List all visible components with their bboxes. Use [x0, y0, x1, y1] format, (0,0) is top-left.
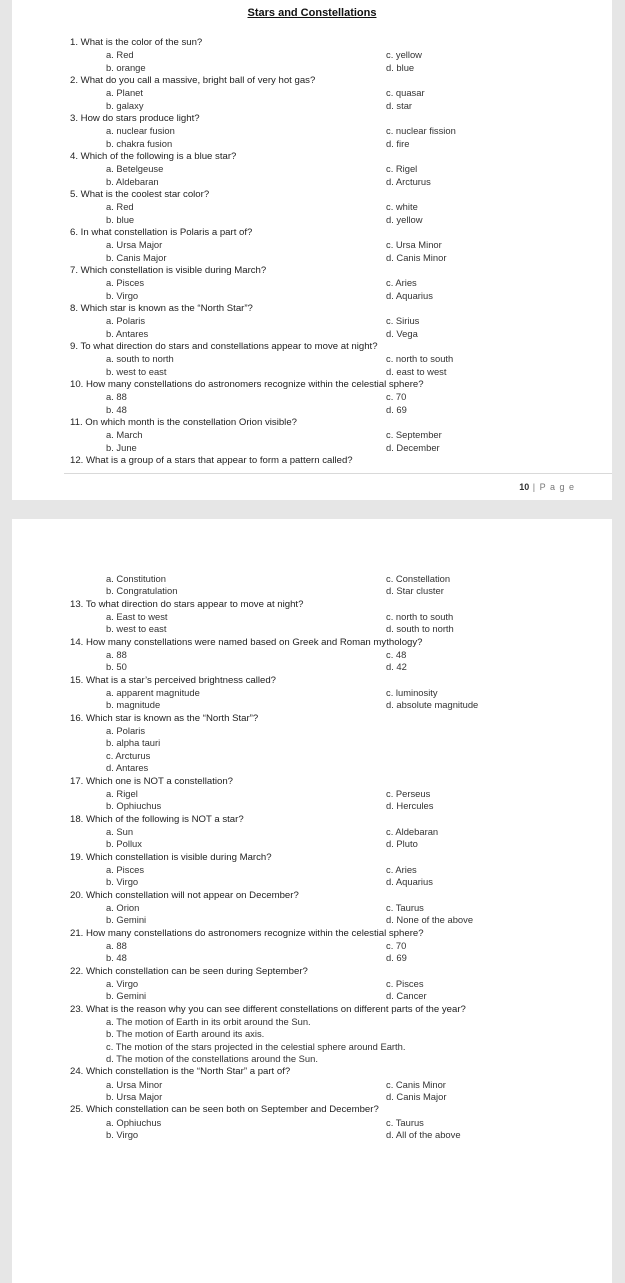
answer-option: c. Aries — [386, 863, 417, 875]
question-text: 15. What is a star’s perceived brightness called? — [70, 674, 277, 686]
page-number-sep: | — [529, 482, 540, 492]
answer-option: c. Constellation — [386, 573, 451, 584]
answer-option: a. Pisces — [106, 863, 145, 875]
answer-option: b. Canis Major — [106, 251, 167, 263]
question-text: 14. How many constellations were named based on Greek and Roman mythology? — [70, 636, 423, 648]
answer-option: c. 70 — [386, 391, 407, 403]
answer-option: b. 50 — [106, 661, 127, 673]
answer-option: d. yellow — [386, 213, 423, 225]
answer-option: c. 48 — [386, 649, 407, 660]
answer-option: d. None of the above — [386, 914, 474, 926]
question-text: 11. On which month is the constellation Orion visible? — [70, 417, 297, 428]
answer-option: c. Aldebaran — [386, 825, 439, 837]
answer-option: b. Ophiuchus — [106, 800, 162, 812]
question-text: 10. How many constellations do astronomers recognize within the celestial sphere? — [70, 379, 424, 390]
answer-option: c. Arcturus — [106, 749, 151, 761]
answer-option: c. 70 — [386, 939, 407, 951]
answer-option: d. The motion of the constellations around the Sun. — [106, 1053, 318, 1064]
answer-option: a. Red — [106, 201, 134, 213]
answer-option: c. Rigel — [386, 163, 418, 175]
answer-option: d. 69 — [386, 403, 407, 415]
answer-option: a. Virgo — [106, 977, 139, 989]
answer-option: c. Sirius — [386, 315, 420, 327]
answer-option: c. nuclear fission — [386, 125, 456, 137]
answer-option: b. blue — [106, 213, 135, 225]
question-text: 24. Which constellation is the “North Star” a part of? — [70, 1066, 291, 1078]
answer-option: d. Antares — [106, 762, 149, 774]
question-text: 25. Which constellation can be seen both on September and December? — [70, 1104, 379, 1116]
answer-option: b. galaxy — [106, 99, 144, 111]
answer-option: d. absolute magnitude — [386, 699, 479, 711]
page-number — [519, 482, 575, 492]
answer-option: d. Star cluster — [386, 585, 444, 597]
answer-option: d. Canis Major — [386, 1091, 447, 1102]
answer-option: c. north to south — [386, 353, 454, 365]
answer-option: a. Betelgeuse — [106, 163, 164, 175]
answer-option: a. Pisces — [106, 277, 145, 289]
answer-option: a. 88 — [106, 649, 127, 660]
question-text: 5. What is the coolest star color? — [70, 189, 210, 200]
answer-option: a. Ophiuchus — [106, 1116, 162, 1128]
answer-option: d. Cancer — [386, 990, 427, 1002]
question-text: 12. What is a group of a stars that appear to form a pattern called? — [70, 455, 353, 466]
answer-option: a. nuclear fusion — [106, 125, 175, 137]
answer-option: c. The motion of the stars projected in the celestial sphere around Earth. — [106, 1040, 406, 1052]
answer-option: b. Antares — [106, 327, 149, 339]
question-text: 7. Which constellation is visible during March? — [70, 265, 267, 276]
answer-option: a. Orion — [106, 901, 140, 913]
answer-option: b. June — [106, 441, 137, 453]
answer-option: d. blue — [386, 61, 415, 73]
question-text: 23. What is the reason why you can see different constellations on different parts of the year? — [70, 1003, 466, 1015]
question-text: 9. To what direction do stars and constellations appear to move at night? — [70, 341, 378, 352]
question-text: 20. Which constellation will not appear on December? — [70, 889, 299, 901]
question-text: 6. In what constellation is Polaris a part of? — [70, 227, 253, 238]
answer-option: c. Ursa Minor — [386, 239, 442, 251]
answer-option: b. west to east — [106, 365, 167, 377]
answer-option: d. Vega — [386, 327, 418, 339]
answer-option: b. alpha tauri — [106, 737, 161, 749]
question-text: 3. How do stars produce light? — [70, 113, 200, 124]
question-text: 22. Which constellation can be seen during September? — [70, 965, 308, 977]
answer-option: b. Aldebaran — [106, 175, 159, 187]
answer-option: a. apparent magnitude — [106, 687, 200, 698]
page-number-value: 10 — [519, 482, 530, 492]
answer-option: d. east to west — [386, 365, 447, 377]
answer-option: b. Ursa Major — [106, 1091, 163, 1102]
answer-option: b. west to east — [106, 623, 167, 635]
answer-option: b. chakra fusion — [106, 137, 173, 149]
answer-option: d. 42 — [386, 661, 407, 673]
answer-option: b. Virgo — [106, 1129, 139, 1140]
question-text: 16. Which star is known as the “North Star”? — [70, 712, 259, 724]
answer-option: d. Aquarius — [386, 876, 433, 888]
answer-option: d. December — [386, 441, 440, 453]
answer-option: d. Aquarius — [386, 289, 433, 301]
question-text: 13. To what direction do stars appear to move at night? — [70, 598, 304, 610]
answer-option: c. Taurus — [386, 1116, 424, 1128]
answer-option: c. yellow — [386, 49, 422, 61]
answer-option: c. luminosity — [386, 687, 438, 698]
page-divider — [64, 473, 612, 474]
page-title: Stars and Constellations — [247, 7, 377, 19]
answer-option: d. south to north — [386, 623, 454, 635]
answer-option: c. Canis Minor — [386, 1078, 446, 1090]
answer-option: a. The motion of Earth in its orbit around the Sun. — [106, 1015, 311, 1027]
question-text: 8. Which star is known as the “North Star”? — [70, 303, 253, 314]
answer-option: b. Virgo — [106, 289, 139, 301]
answer-option: c. Pisces — [386, 977, 424, 989]
answer-option: b. The motion of Earth around its axis. — [106, 1028, 265, 1040]
question-text: 17. Which one is NOT a constellation? — [70, 775, 233, 787]
page-two — [12, 519, 612, 1283]
answer-option: d. Canis Minor — [386, 251, 447, 263]
answer-option: c. north to south — [386, 611, 454, 622]
answer-option: b. orange — [106, 61, 146, 73]
answer-option: a. Polaris — [106, 315, 146, 327]
answer-option: a. Ursa Major — [106, 239, 163, 251]
page-one — [12, 0, 612, 500]
answer-option: a. Polaris — [106, 725, 146, 736]
answer-option: c. Aries — [386, 277, 417, 289]
answer-option: b. Virgo — [106, 876, 139, 888]
answer-option: d. Arcturus — [386, 175, 431, 187]
answer-option: b. Gemini — [106, 990, 147, 1002]
answer-option: b. 48 — [106, 952, 127, 964]
answer-option: a. 88 — [106, 391, 127, 403]
answer-option: d. All of the above — [386, 1129, 461, 1140]
question-text: 18. Which of the following is NOT a star? — [70, 813, 244, 825]
answer-option: b. Pollux — [106, 838, 142, 850]
question-text: 4. Which of the following is a blue star? — [70, 151, 237, 162]
answer-option: c. white — [386, 201, 418, 213]
answer-option: a. Planet — [106, 87, 144, 99]
answer-option: d. 69 — [386, 952, 407, 964]
answer-option: c. September — [386, 429, 442, 441]
answer-option: d. fire — [386, 137, 410, 149]
answer-option: a. Rigel — [106, 787, 138, 799]
answer-option: b. 48 — [106, 403, 127, 415]
answer-option: a. south to north — [106, 353, 174, 365]
question-text: 19. Which constellation is visible during March? — [70, 851, 272, 863]
answer-option: a. East to west — [106, 611, 168, 622]
answer-option: c. quasar — [386, 87, 425, 99]
answer-option: a. Red — [106, 49, 134, 61]
answer-option: d. star — [386, 99, 413, 111]
question-text: 2. What do you call a massive, bright ball of very hot gas? — [70, 75, 316, 86]
question-text: 1. What is the color of the sun? — [70, 37, 203, 48]
answer-option: d. Hercules — [386, 800, 434, 812]
answer-option: b. Gemini — [106, 914, 147, 926]
question-text: 21. How many constellations do astronomers recognize within the celestial sphere? — [70, 927, 424, 939]
answer-option: a. March — [106, 429, 143, 441]
answer-option: a. Ursa Minor — [106, 1078, 163, 1090]
answer-option: c. Perseus — [386, 787, 431, 799]
answer-option: a. Sun — [106, 825, 134, 837]
answer-option: a. 88 — [106, 939, 127, 951]
answer-option: b. Congratulation — [106, 585, 178, 597]
answer-option: d. Pluto — [386, 838, 418, 850]
answer-option: c. Taurus — [386, 901, 424, 913]
answer-option: b. magnitude — [106, 699, 161, 711]
page-number-label: P a g e — [539, 482, 575, 492]
answer-option: a. Constitution — [106, 573, 166, 584]
